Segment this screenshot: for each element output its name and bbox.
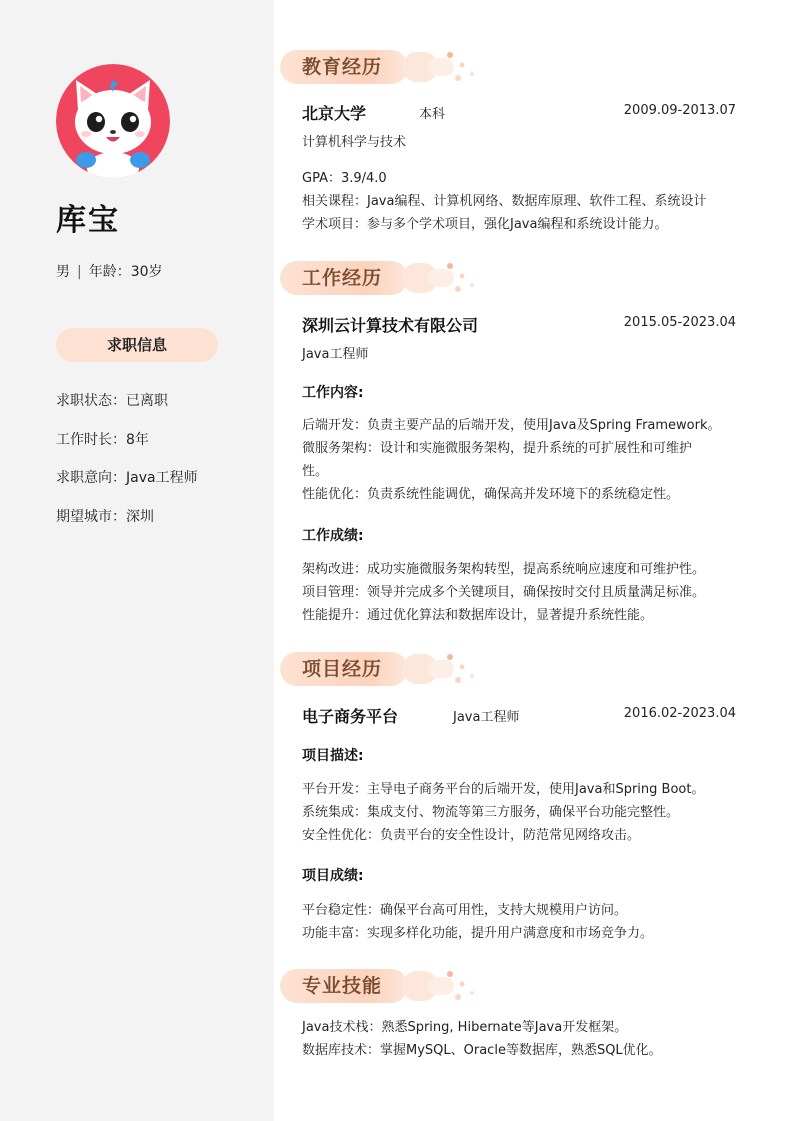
section-header-skills xyxy=(280,969,480,1003)
project-desc-line: 系统集成：集成支付、物流等第三方服务，确保平台功能完整性。 xyxy=(302,805,680,820)
section-header-project xyxy=(280,652,480,686)
project-dates: 2016.02-2023.04 xyxy=(623,706,736,721)
project-role: Java工程师 xyxy=(453,710,520,725)
project-header-row xyxy=(302,704,736,727)
work-role: Java工程师 xyxy=(302,347,369,362)
separator: | xyxy=(77,264,82,280)
desired-position: 求职意向：Java工程师 xyxy=(56,470,198,486)
achievement-line: 架构改进：成功实施微服务架构转型，提高系统响应速度和可维护性。 xyxy=(302,562,706,577)
section-title: 工作经历 xyxy=(302,267,383,289)
work-dates: 2015.05-2023.04 xyxy=(623,315,736,330)
main-content xyxy=(274,0,792,1121)
job-intent-list xyxy=(56,390,198,544)
school-name: 北京大学 xyxy=(302,104,367,123)
project-desc-line: 平台开发：主导电子商务平台的后端开发，使用Java和Spring Boot。 xyxy=(302,782,705,797)
education-header-row xyxy=(302,101,736,124)
work-header-row xyxy=(302,313,736,336)
decoration-icon xyxy=(388,257,480,299)
project-desc-heading: 项目描述: xyxy=(302,748,364,764)
section-title: 专业技能 xyxy=(302,975,383,997)
project-name: 电子商务平台 xyxy=(302,707,399,726)
work-content-line: 性。 xyxy=(302,464,329,479)
job-status: 求职状态：已离职 xyxy=(56,393,168,409)
work-achievements-heading: 工作成绩: xyxy=(302,528,364,544)
section-title: 教育经历 xyxy=(302,56,383,78)
skill-line: Java技术栈：熟悉Spring, Hibernate等Java开发框架。 xyxy=(302,1020,628,1035)
project-description xyxy=(302,778,742,847)
age: 年龄：30岁 xyxy=(88,264,163,280)
company-name: 深圳云计算技术有限公司 xyxy=(302,316,479,335)
degree: 本科 xyxy=(419,107,446,122)
desired-city: 期望城市：深圳 xyxy=(56,508,154,525)
education-dates: 2009.09-2013.07 xyxy=(623,103,736,118)
job-intent-heading: 求职信息 xyxy=(56,328,218,362)
sidebar xyxy=(0,0,274,1121)
work-content-line: 性能优化：负责系统性能调优，确保高并发环境下的系统稳定性。 xyxy=(302,487,680,502)
project-results xyxy=(302,899,742,945)
section-header-education xyxy=(280,50,480,84)
avatar xyxy=(56,64,170,178)
cat-mascot-icon xyxy=(56,64,170,178)
decoration-icon xyxy=(388,648,480,690)
project-desc-line: 安全性优化：负责平台的安全性设计，防范常见网络攻击。 xyxy=(302,828,641,843)
project-result-line: 平台稳定性：确保平台高可用性，支持大规模用户访问。 xyxy=(302,903,628,918)
candidate-name: 库宝 xyxy=(56,203,120,238)
basic-info xyxy=(56,261,163,281)
section-header-work xyxy=(280,261,480,295)
work-content xyxy=(302,414,742,506)
work-content-heading: 工作内容: xyxy=(302,385,364,401)
skills-list xyxy=(302,1016,742,1062)
work-years: 工作时长：8年 xyxy=(56,431,149,448)
courses: 相关课程：Java编程、计算机网络、数据库原理、软件工程、系统设计 xyxy=(302,194,707,209)
project-result-line: 功能丰富：实现多样化功能，提升用户满意度和市场竞争力。 xyxy=(302,926,654,941)
gpa: GPA：3.9/4.0 xyxy=(302,171,387,186)
section-title: 项目经历 xyxy=(302,658,383,680)
academic-projects: 学术项目：参与多个学术项目，强化Java编程和系统设计能力。 xyxy=(302,217,668,232)
skill-line: 数据库技术：掌握MySQL、Oracle等数据库，熟悉SQL优化。 xyxy=(302,1043,662,1058)
work-content-line: 后端开发：负责主要产品的后端开发，使用Java及Spring Framework。 xyxy=(302,418,721,433)
major: 计算机科学与技术 xyxy=(302,135,407,150)
achievement-line: 项目管理：领导并完成多个关键项目，确保按时交付且质量满足标准。 xyxy=(302,585,706,600)
work-achievements xyxy=(302,558,742,627)
project-results-heading: 项目成绩: xyxy=(302,868,364,884)
decoration-icon xyxy=(388,46,480,88)
achievement-line: 性能提升：通过优化算法和数据库设计，显著提升系统性能。 xyxy=(302,608,654,623)
decoration-icon xyxy=(388,965,480,1007)
education-details xyxy=(302,167,742,236)
work-content-line: 微服务架构：设计和实施微服务架构，提升系统的可扩展性和可维护 xyxy=(302,441,693,456)
gender: 男 xyxy=(56,264,70,280)
